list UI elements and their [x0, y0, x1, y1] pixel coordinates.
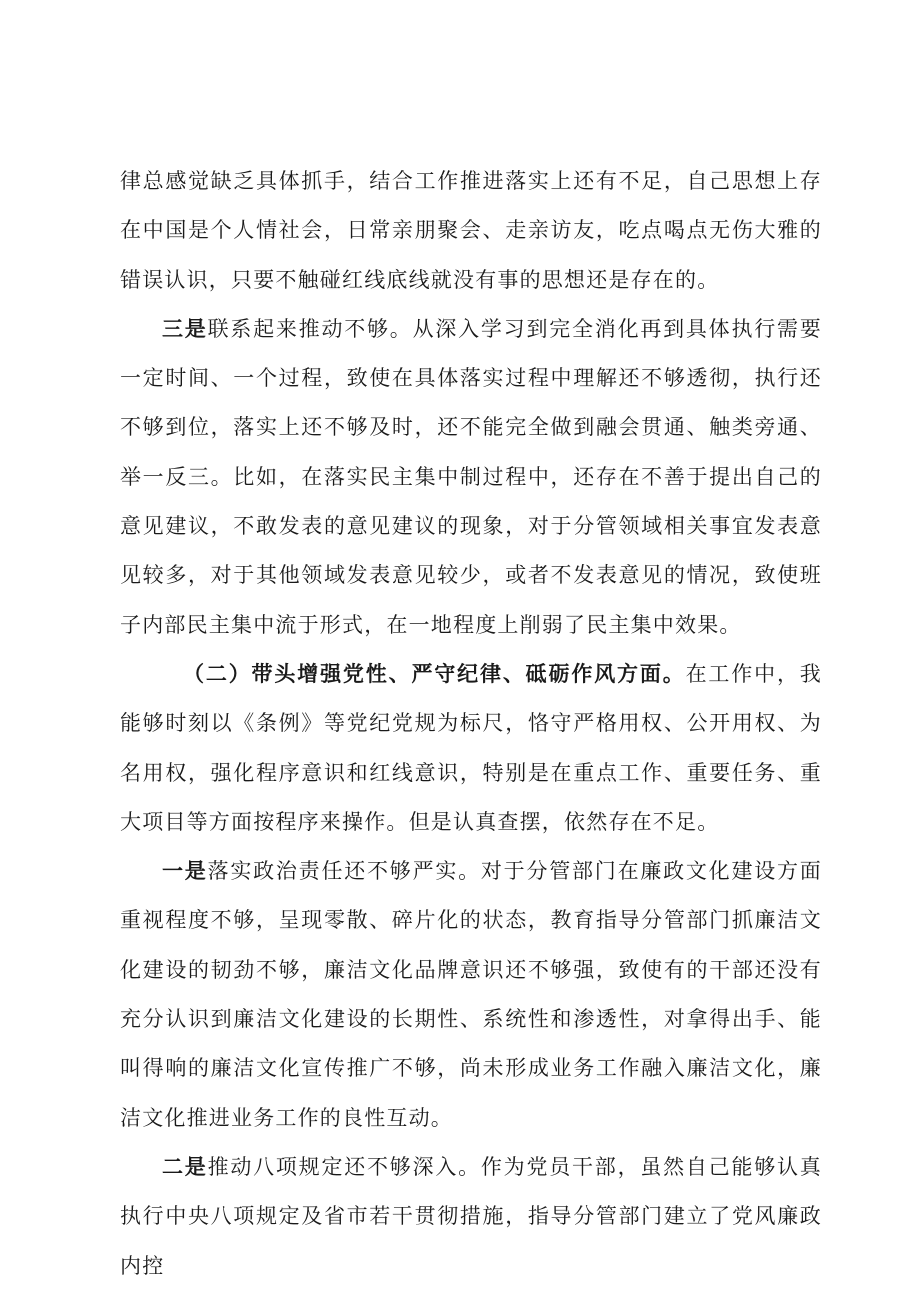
document-body	[120, 157, 822, 1291]
paragraph-lead: 二是	[162, 1154, 208, 1179]
section-heading-paragraph	[120, 650, 822, 847]
paragraph-continuation	[120, 157, 822, 305]
paragraph-first-point	[120, 847, 822, 1143]
paragraph-lead: 三是	[162, 316, 208, 341]
paragraph-text: 落实政治责任还不够严实。对于分管部门在廉政文化建设方面重视程度不够，呈现零散、碎片化的状态，教育指导分管部门抓廉洁文化建设的韧劲不够，廉洁文化品牌意识还不够强，致使有的干部还没有充分认识到廉洁文化建设的长期性、系统性和渗透性，对拿得出手、能叫得响的廉洁文化宣传推广不够，尚未形成业务工作融入廉洁文化，廉洁文化推进业务工作的良性互动。	[120, 859, 822, 1130]
section-heading: （二）带头增强党性、严守纪律、砥砺作风方面。	[183, 661, 686, 686]
paragraph-text: 在工作中，我能够时刻以《条例》等党纪党规为标尺，恪守严格用权、公开用权、为名用权，强化程序意识和红线意识，特别是在重点工作、重要任务、重大项目等方面按程序来操作。但是认真查摆，依然存在不足。	[120, 661, 822, 834]
paragraph-text: 律总感觉缺乏具体抓手，结合工作推进落实上还有不足，自己思想上存在中国是个人情社会，日常亲朋聚会、走亲访友，吃点喝点无伤大雅的错误认识，只要不触碰红线底线就没有事的思想还是存在的。	[120, 169, 822, 292]
paragraph-lead: 一是	[162, 859, 208, 884]
paragraph-second-point	[120, 1143, 822, 1291]
paragraph-text: 联系起来推动不够。从深入学习到完全消化再到具体执行需要一定时间、一个过程，致使在具体落实过程中理解还不够透彻，执行还不够到位，落实上还不够及时，还不能完全做到融会贯通、触类旁通、举一反三。比如，在落实民主集中制过程中，还存在不善于提出自己的意见建议，不敢发表的意见建议的现象，对于分管领域相关事宜发表意见较多，对于其他领域发表意见较少，或者不发表意见的情况，致使班子内部民主集中流于形式，在一地程度上削弱了民主集中效果。	[120, 316, 822, 637]
paragraph-third-point	[120, 305, 822, 650]
paragraph-text: 推动八项规定还不够深入。作为党员干部，虽然自己能够认真执行中央八项规定及省市若干贯彻措施，指导分管部门建立了党风廉政内控	[120, 1154, 822, 1278]
